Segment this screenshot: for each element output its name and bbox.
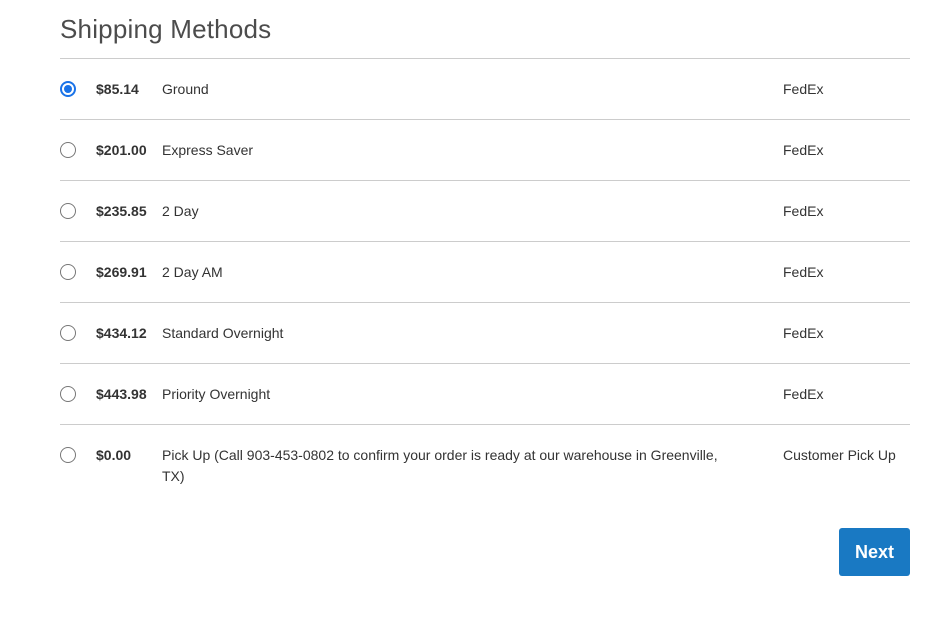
bottom-spacer xyxy=(60,576,910,618)
shipping-method-list xyxy=(60,59,910,506)
shipping-method-row[interactable] xyxy=(60,303,910,364)
shipping-method-row[interactable] xyxy=(60,425,910,506)
shipping-price: $434.12 xyxy=(96,325,147,341)
shipping-method-name: Pick Up (Call 903-453-0802 to confirm your order is ready at our warehouse in Greenville, TX) xyxy=(162,447,718,484)
shipping-method-radio[interactable] xyxy=(60,447,76,463)
shipping-method-row[interactable] xyxy=(60,181,910,242)
shipping-price: $269.91 xyxy=(96,264,147,280)
carrier-name: Customer Pick Up xyxy=(783,447,896,463)
shipping-method-row[interactable] xyxy=(60,242,910,303)
next-button[interactable]: Next xyxy=(839,528,910,576)
carrier-name: FedEx xyxy=(783,325,824,341)
shipping-price: $201.00 xyxy=(96,142,147,158)
radio-cell xyxy=(60,140,96,158)
shipping-method-radio[interactable] xyxy=(60,386,76,402)
carrier-name: FedEx xyxy=(783,142,824,158)
shipping-method-radio[interactable] xyxy=(60,203,76,219)
page-title: Shipping Methods xyxy=(60,12,910,59)
shipping-method-name: 2 Day xyxy=(162,203,199,219)
radio-cell xyxy=(60,384,96,402)
actions-toolbar xyxy=(60,528,910,576)
shipping-price: $0.00 xyxy=(96,447,132,463)
shipping-method-row[interactable] xyxy=(60,120,910,181)
shipping-method-radio[interactable] xyxy=(60,142,76,158)
radio-cell xyxy=(60,201,96,219)
shipping-method-name: Express Saver xyxy=(162,142,254,158)
shipping-method-name: Priority Overnight xyxy=(162,386,271,402)
radio-cell xyxy=(60,79,96,97)
carrier-name: FedEx xyxy=(783,264,824,280)
radio-cell xyxy=(60,445,96,463)
radio-cell xyxy=(60,323,96,341)
shipping-method-row[interactable] xyxy=(60,59,910,120)
carrier-name: FedEx xyxy=(783,81,824,97)
shipping-method-row[interactable] xyxy=(60,364,910,425)
shipping-methods-section xyxy=(60,0,910,618)
radio-cell xyxy=(60,262,96,280)
shipping-price: $235.85 xyxy=(96,203,147,219)
shipping-method-name: Ground xyxy=(162,81,209,97)
shipping-method-radio[interactable] xyxy=(60,81,76,97)
shipping-method-radio[interactable] xyxy=(60,325,76,341)
shipping-method-name: 2 Day AM xyxy=(162,264,223,280)
shipping-price: $85.14 xyxy=(96,81,139,97)
carrier-name: FedEx xyxy=(783,203,824,219)
shipping-method-name: Standard Overnight xyxy=(162,325,284,341)
shipping-price: $443.98 xyxy=(96,386,147,402)
carrier-name: FedEx xyxy=(783,386,824,402)
shipping-method-radio[interactable] xyxy=(60,264,76,280)
